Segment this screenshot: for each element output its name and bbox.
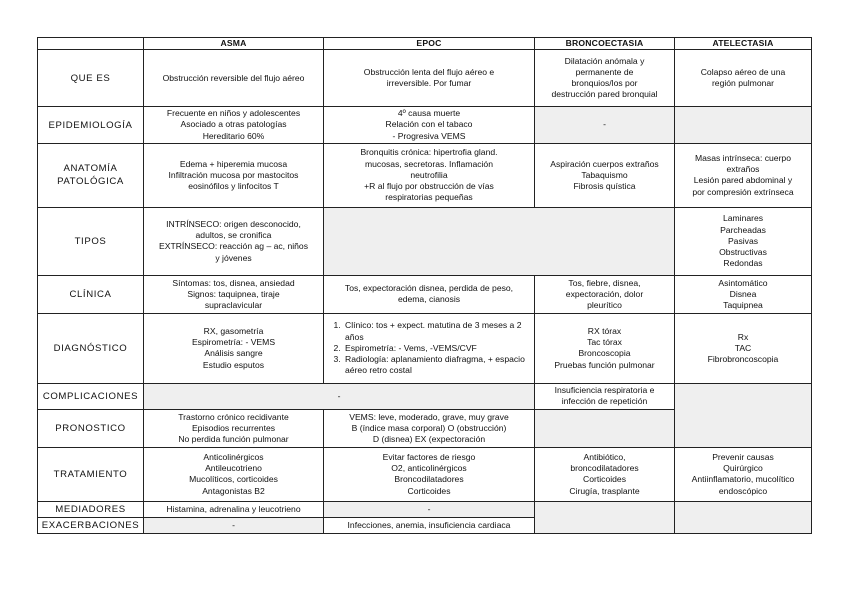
text-line: Tac tórax (587, 337, 622, 348)
text-line: EXTRÍNSECO: reacción ag – ac, niños (158, 241, 309, 252)
row-label-que-es: QUE ES (38, 50, 144, 107)
text-line: Dilatación anómala y (564, 55, 645, 66)
cell-tipos-asma (144, 207, 324, 275)
text-line: Pasivas (727, 235, 759, 246)
row-tratamiento (38, 447, 812, 501)
cell-mediadores-exacerbaciones-broncoectasia (535, 501, 675, 533)
text-line: Espirometría: - VEMS (191, 337, 276, 348)
text-line: Evitar factores de riesgo (382, 451, 476, 462)
row-label-mediadores: MEDIADORES (38, 501, 144, 517)
text-line: edema, cianosis (397, 294, 461, 305)
cell-epidemiologia-broncoectasia: - (535, 107, 675, 144)
text-line: Hereditario 60% (202, 130, 265, 141)
text-line: RX tórax (587, 325, 622, 336)
cell-mediadores-epoc: - (324, 501, 535, 517)
text-line: Broncoscopia (578, 348, 631, 359)
cell-clinica-broncoectasia (535, 275, 675, 313)
row-epidemiologia (38, 107, 812, 144)
cell-complicaciones-asma-epoc: - (144, 383, 535, 409)
cell-que-es-broncoectasia (535, 50, 675, 107)
text-line: extraños (726, 164, 760, 175)
text-line: 4º causa muerte (397, 108, 461, 119)
text-line: Rx (737, 331, 749, 342)
row-label-tratamiento: TRATAMIENTO (38, 447, 144, 501)
text-line: Taquipnea (723, 299, 763, 310)
cell-pronostico-epoc (324, 409, 535, 447)
text-line: Bronquitis crónica: hipertrofia gland. (360, 147, 498, 158)
cell-que-es-atelectasia (675, 50, 812, 107)
text-line: Síntomas: tos, disnea, ansiedad (172, 277, 295, 288)
cell-tratamiento-asma (144, 447, 324, 501)
text-line: supraclavicular (204, 299, 263, 310)
text-line: Asociado a otras patologías (180, 119, 287, 130)
cell-anatomia-broncoectasia (535, 143, 675, 207)
row-label-clinica: CLÍNICA (38, 275, 144, 313)
text-line: Relación con el tabaco (385, 119, 473, 130)
list-item: 3. Radiología: aplanamiento diafragma, + espacio aéreo retro costal (343, 354, 531, 376)
cell-que-es-epoc (324, 50, 535, 107)
text-line: neutrofilia (410, 169, 448, 180)
text-line: D (disnea) EX (expectoración (372, 433, 486, 444)
row-label-anatomia-patologica (38, 143, 144, 207)
text-line: Masas intrínseca: cuerpo (694, 152, 791, 163)
text-line: Fibrosis quística (573, 180, 636, 191)
row-label-complicaciones: COMPLICACIONES (38, 383, 144, 409)
text-line: Laminares (722, 213, 764, 224)
cell-pronostico-asma (144, 409, 324, 447)
text-line: Broncodilatadores (394, 474, 464, 485)
cell-epidemiologia-epoc (324, 107, 535, 144)
list-item: 2. Espirometría: - Vems, -VEMS/CVF (343, 343, 531, 354)
text-line: mucosas, secretoras. Inflamación (364, 158, 493, 169)
text-line: Infiltración mucosa por mastocitos (168, 169, 299, 180)
diagnostico-epoc-list (327, 320, 531, 376)
cell-diagnostico-atelectasia (675, 313, 812, 383)
text-line: endoscópico (718, 485, 768, 496)
text-line: Tabaquismo (581, 169, 628, 180)
cell-tipos-atelectasia (675, 207, 812, 275)
cell-clinica-epoc (324, 275, 535, 313)
text-line: Redondas (723, 258, 763, 269)
text-line: Antileucotrieno (205, 463, 262, 474)
text-line: Pruebas función pulmonar (554, 359, 655, 370)
text-line: No perdida función pulmonar (178, 433, 289, 444)
row-label-pronostico: PRONOSTICO (38, 409, 144, 447)
text-line: Fibrobroncoscopia (707, 353, 779, 364)
header-corner (38, 38, 144, 50)
text-line: Obstrucción lenta del flujo aéreo e (363, 67, 495, 77)
row-anatomia-patologica (38, 143, 812, 207)
text-line: Trastorno crónico recidivante (178, 411, 289, 422)
text-line: PATOLÓGICA (57, 176, 124, 188)
list-item: 1. Clínico: tos + expect. matutina de 3 meses a 2 años (343, 320, 531, 342)
text-line: Disnea (729, 288, 757, 299)
text-line: RX, gasometría (203, 325, 264, 336)
text-line: Tos, expectoración disnea, perdida de peso, (344, 283, 514, 294)
row-clinica (38, 275, 812, 313)
text-line: adultos, se cronifica (195, 230, 272, 241)
text-line: Parcheadas (720, 224, 766, 235)
text-line: infección de repetición (561, 396, 648, 407)
row-label-epidemiologia: EPIDEMIOLOGÍA (38, 107, 144, 144)
text-line: TAC (734, 342, 752, 353)
cell-epidemiologia-atelectasia (675, 107, 812, 144)
cell-tratamiento-atelectasia (675, 447, 812, 501)
text-line: Antiinflamatorio, mucolítico (691, 474, 795, 485)
text-line: Obstructivas (719, 246, 767, 257)
cell-complicaciones-broncoectasia (535, 383, 675, 409)
text-line: y jóvenes (215, 252, 252, 263)
text-line: Corticoides (407, 485, 451, 496)
text-line: irreversible. Por fumar (386, 78, 472, 89)
text-line: Insuficiencia respiratoria e (554, 385, 655, 396)
text-line: +R al flujo por obstrucción de vías (364, 180, 494, 191)
text-line: B (índice masa corporal) O (obstrucción) (351, 422, 507, 433)
cell-mediadores-asma: Histamina, adrenalina y leucotrieno (144, 501, 324, 517)
text-line: Mucolíticos, corticoides (189, 474, 278, 485)
cell-diagnostico-broncoectasia (535, 313, 675, 383)
text-line: VEMS: leve, moderado, grave, muy grave (349, 411, 509, 422)
text-line: Signos: taquipnea, tiraje (187, 288, 280, 299)
cell-exacerbaciones-asma: - (144, 517, 324, 533)
text-line: Antibiótico, (583, 451, 626, 462)
row-diagnostico (38, 313, 812, 383)
text-line: Cirugía, trasplante (569, 485, 640, 496)
text-line: INTRÍNSECO: origen desconocido, (166, 218, 301, 229)
cell-anatomia-atelectasia (675, 143, 812, 207)
cell-clinica-asma (144, 275, 324, 313)
text-line: Anticolinérgicos (203, 451, 264, 462)
row-label-diagnostico: DIAGNÓSTICO (38, 313, 144, 383)
row-mediadores (38, 501, 812, 517)
text-line: Tos, fiebre, disnea, (568, 277, 641, 288)
text-line: Prevenir causas (712, 451, 774, 462)
text-line: ANATOMÍA (63, 163, 118, 175)
row-tipos (38, 207, 812, 275)
cell-tratamiento-epoc (324, 447, 535, 501)
text-line: Lesión pared abdominal y (693, 175, 793, 186)
cell-tipos-epoc-broncoectasia (324, 207, 675, 275)
text-line: respiratorias pequeñas (385, 192, 473, 203)
text-line: Asintomático (718, 277, 768, 288)
header-epoc: EPOC (324, 38, 535, 50)
text-line: Edema + hiperemia mucosa (179, 158, 288, 169)
text-line: destrucción pared bronquial (551, 89, 658, 100)
text-line: Colapso aéreo de una (700, 67, 786, 77)
row-complicaciones (38, 383, 812, 409)
row-label-tipos: TIPOS (38, 207, 144, 275)
text-line: permanente de (575, 67, 634, 77)
text-line: O2, anticolinérgicos (391, 463, 467, 474)
text-line: expectoración, dolor (565, 288, 644, 299)
cell-tratamiento-broncoectasia (535, 447, 675, 501)
text-line: región pulmonar (711, 78, 775, 89)
text-line: Frecuente en niños y adolescentes (166, 108, 301, 119)
cell-anatomia-epoc (324, 143, 535, 207)
text-line: - Progresiva VEMS (392, 130, 466, 141)
cell-epidemiologia-asma (144, 107, 324, 144)
text-line: Análisis sangre (204, 348, 263, 359)
cell-mediadores-exacerbaciones-atelectasia (675, 501, 812, 533)
text-line: pleurítico (587, 299, 622, 310)
text-line: eosinófilos y linfocitos T (188, 180, 279, 191)
cell-diagnostico-asma (144, 313, 324, 383)
cell-que-es-asma: Obstrucción reversible del flujo aéreo (144, 50, 324, 107)
comparison-table (37, 37, 812, 534)
header-broncoectasia: BRONCOECTASIA (535, 38, 675, 50)
text-line: por compresión extrínseca (692, 186, 794, 197)
header-asma: ASMA (144, 38, 324, 50)
cell-complicaciones-pronostico-atelectasia (675, 383, 812, 447)
text-line: broncodilatadores (570, 463, 639, 474)
row-que-es (38, 50, 812, 107)
cell-anatomia-asma (144, 143, 324, 207)
header-atelectasia: ATELECTASIA (675, 38, 812, 50)
text-line: Episodios recurrentes (191, 422, 276, 433)
text-line: Quirúrgico (723, 463, 763, 474)
cell-diagnostico-epoc (324, 313, 535, 383)
header-row (38, 38, 812, 50)
cell-clinica-atelectasia (675, 275, 812, 313)
cell-exacerbaciones-epoc: Infecciones, anemia, insuficiencia cardiaca (324, 517, 535, 533)
cell-pronostico-broncoectasia (535, 409, 675, 447)
text-line: Estudio esputos (202, 359, 265, 370)
text-line: bronquios/los por (571, 78, 638, 89)
text-line: Corticoides (583, 474, 626, 485)
text-line: Antagonistas B2 (202, 485, 265, 496)
text-line: Aspiración cuerpos extraños (550, 158, 659, 169)
row-label-exacerbaciones: EXACERBACIONES (38, 517, 144, 533)
